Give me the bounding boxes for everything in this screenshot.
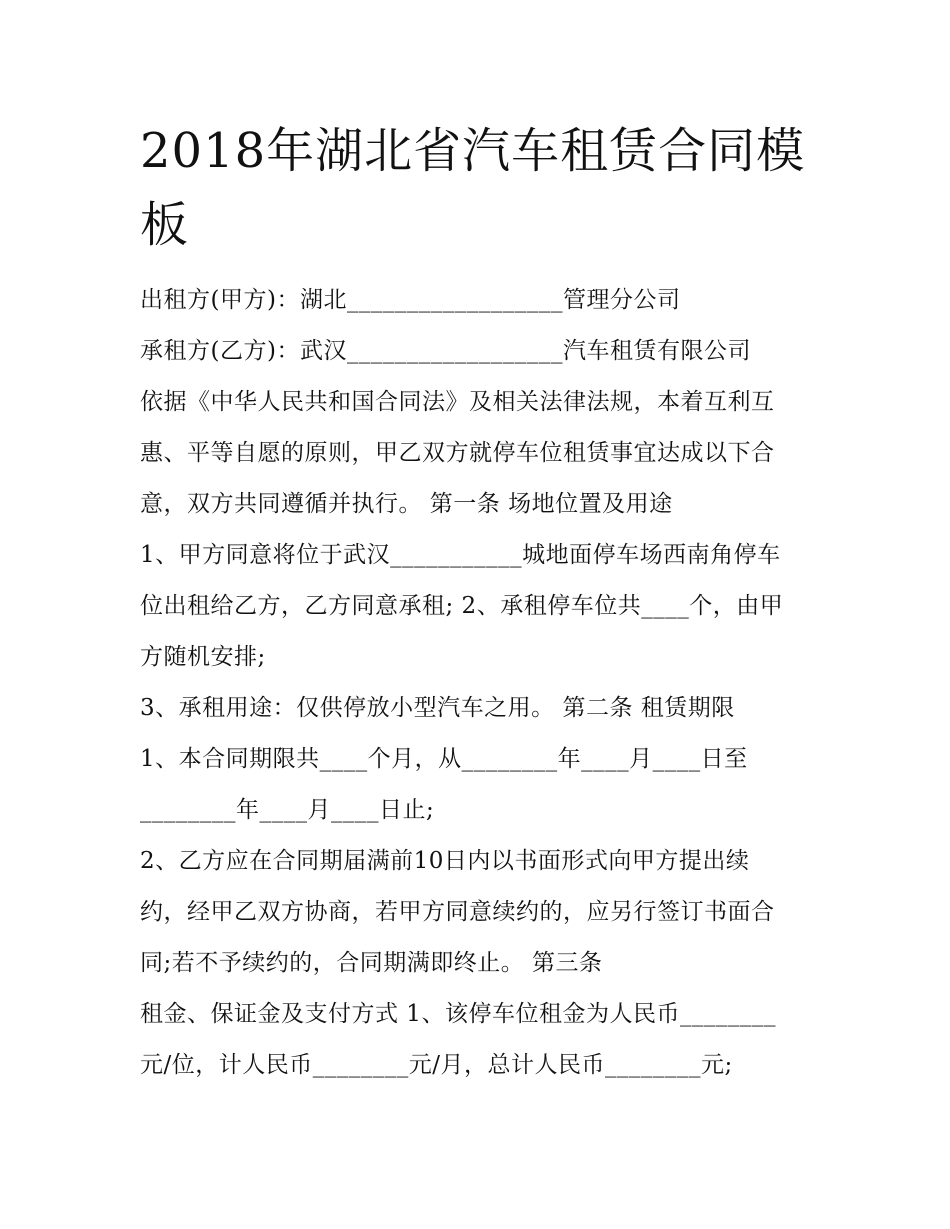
- title-line-2: 板: [140, 197, 190, 253]
- paragraph-line: 租金、保证金及支付方式 1、该停车位租金为人民币________: [140, 1001, 776, 1027]
- lessor-line: 出租方(甲方)：湖北__________________管理分公司: [140, 287, 681, 313]
- paragraph-line: 方随机安排;: [140, 644, 266, 670]
- title-line-1: 2018年湖北省汽车租赁合同模: [140, 123, 806, 179]
- paragraph-line: ________年____月____日止;: [140, 797, 435, 823]
- paragraph-line: 3、承租用途：仅供停放小型汽车之用。 第二条 租赁期限: [140, 695, 735, 721]
- document-title: [140, 114, 820, 262]
- paragraph-line: 意，双方共同遵循并执行。 第一条 场地位置及用途: [140, 491, 673, 517]
- lessee-line: 承租方(乙方)：武汉__________________汽车租赁有限公司: [140, 338, 751, 364]
- paragraph-line: 2、乙方应在合同期届满前10日内以书面形式向甲方提出续: [140, 848, 750, 874]
- paragraph-line: 依据《中华人民共和国合同法》及相关法律法规，本着互利互: [140, 389, 775, 415]
- paragraph-line: 约，经甲乙双方协商，若甲方同意续约的，应另行签订书面合: [140, 899, 775, 925]
- paragraph-line: 同;若不予续约的，合同期满即终止。 第三条: [140, 950, 603, 976]
- paragraph-line: 1、甲方同意将位于武汉___________城地面停车场西南角停车: [140, 542, 781, 568]
- paragraph-line: 1、本合同期限共____个月，从________年____月____日至: [140, 746, 748, 772]
- paragraph-line: 元/位，计人民币________元/月，总计人民币________元;: [140, 1052, 733, 1078]
- paragraph-line: 惠、平等自愿的原则，甲乙双方就停车位租赁事宜达成以下合: [140, 440, 775, 466]
- paragraph-line: 位出租给乙方，乙方同意承租; 2、承租停车位共____个，由甲: [140, 593, 784, 619]
